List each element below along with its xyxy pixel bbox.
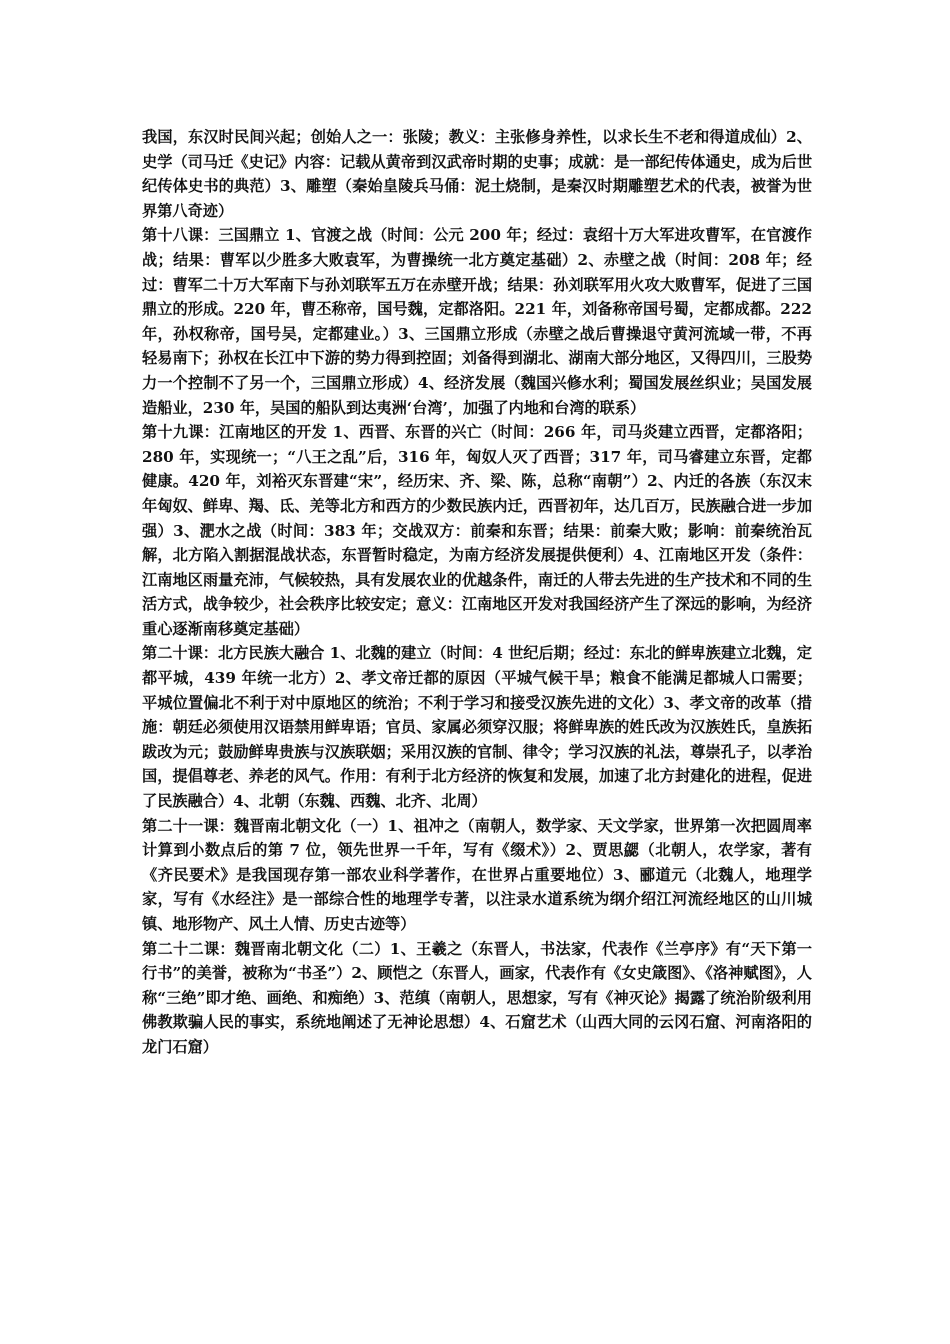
paragraph-lesson-19: 第十九课：江南地区的开发 1、西晋、东晋的兴亡（时间：266 年，司马炎建立西晋，定都洛阳；280 年，实现统一；“八王之乱”后，316 年，匈奴人灭了西晋；317 年，司马睿建立东晋，定都健康。420 年，刘裕灭东晋建“宋”，经历宋、齐、梁、陈，总称“南朝”）2、内迁的各族（东汉末年匈奴、鲜卑、羯、氐、羌等北方和西方的少数民族内迁，西晋初年，达几百万，民族融合进一步加强）3、淝水之战（时间：383 年；交战双方：前秦和东晋；结果：前秦大败；影响：前秦统治瓦解，北方陷入割据混战状态，东晋暂时稳定，为南方经济发展提供便利）4、江南地区开发（条件：江南地区雨量充沛，气候较热，具有发展农业的优越条件，南迁的人带去先进的生产技术和不同的生活方式，战争较少，社会秩序比较安定；意义：江南地区开发对我国经济产生了深远的影响，为经济重心逐渐南移奠定基础） xyxy=(142,423,812,638)
paragraph-lesson-22: 第二十二课：魏晋南北朝文化（二）1、王羲之（东晋人，书法家，代表作《兰亭序》有“天下第一行书”的美誉，被称为“书圣”）2、顾恺之（东晋人，画家，代表作有《女史箴图》、《洛神赋图》，人称“三绝”即才绝、画绝、和痴绝）3、范缜（南朝人，思想家，写有《神灭论》揭露了统治阶级利用佛教欺骗人民的事实，系统地阐述了无神论思想）4、石窟艺术（山西大同的云冈石窟、河南洛阳的龙门石窟） xyxy=(142,939,812,1056)
paragraph-lesson-18: 第十八课：三国鼎立 1、官渡之战（时间：公元 200 年；经过：袁绍十万大军进攻曹军，在官渡作战；结果：曹军以少胜多大败袁军，为曹操统一北方奠定基础）2、赤壁之战（时间：208 年；经过：曹军二十万大军南下与孙刘联军五万在赤壁开战；结果：孙刘联军用火攻大败曹军，促进了三国鼎立的形成。220 年，曹丕称帝，国号魏，定都洛阳。221 年，刘备称帝国号蜀，定都成都。222 年，孙权称帝，国号吴，定都建业。）3、三国鼎立形成（赤壁之战后曹操退守黄河流域一带，不再轻易南下；孙权在长江中下游的势力得到控固；刘备得到湖北、湖南大部分地区，又得四川，三股势力一个控制不了另一个，三国鼎立形成）4、经济发展（魏国兴修水利；蜀国发展丝织业；吴国发展造船业，230 年，吴国的船队到达夷洲‘台湾’，加强了内地和台湾的联系） xyxy=(142,226,812,417)
document-page xyxy=(142,125,812,1060)
paragraph-lesson-20: 第二十课：北方民族大融合 1、北魏的建立（时间：4 世纪后期；经过：东北的鲜卑族建立北魏，定都平城，439 年统一北方）2、孝文帝迁都的原因（平城气候干旱；粮食不能满足都城人口需要；平城位置偏北不利于对中原地区的统治；不利于学习和接受汉族先进的文化）3、孝文帝的改革（措施：朝廷必须使用汉语禁用鲜卑语；官员、家属必须穿汉服；将鲜卑族的姓氏改为汉族姓氏，皇族拓跋改为元；鼓励鲜卑贵族与汉族联姻；采用汉族的官制、律令；学习汉族的礼法，尊崇孔子，以孝治国，提倡尊老、养老的风气。作用：有利于北方经济的恢复和发展，加速了北方封建化的进程，促进了民族融合）4、北朝（东魏、西魏、北齐、北周） xyxy=(142,644,812,811)
paragraph-lesson-21: 第二十一课：魏晋南北朝文化（一）1、祖冲之（南朝人，数学家、天文学家，世界第一次把圆周率计算到小数点后的第 7 位，领先世界一千年，写有《缀术》）2、贾思勰（北朝人，农学家，著有《齐民要术》是我国现存第一部农业科学著作，在世界占重要地位）3、郦道元（北魏人，地理学家，写有《水经注》是一部综合性的地理学专著，以注录水道系统为纲介绍江河流经地区的山川城镇、地形物产、风土人情、历史古迹等） xyxy=(142,816,812,933)
paragraph-religion-history-sculpture: 我国，东汉时民间兴起；创始人之一：张陵；教义：主张修身养性，以求长生不老和得道成仙）2、史学（司马迁《史记》内容：记载从黄帝到汉武帝时期的史事；成就：是一部纪传体通史，成为后世 纪传体史书的典范）3、雕塑（秦始皇陵兵马俑：泥土烧制，是秦汉时期雕塑艺术的代表，被誉为世界第八奇迹） xyxy=(142,128,812,220)
